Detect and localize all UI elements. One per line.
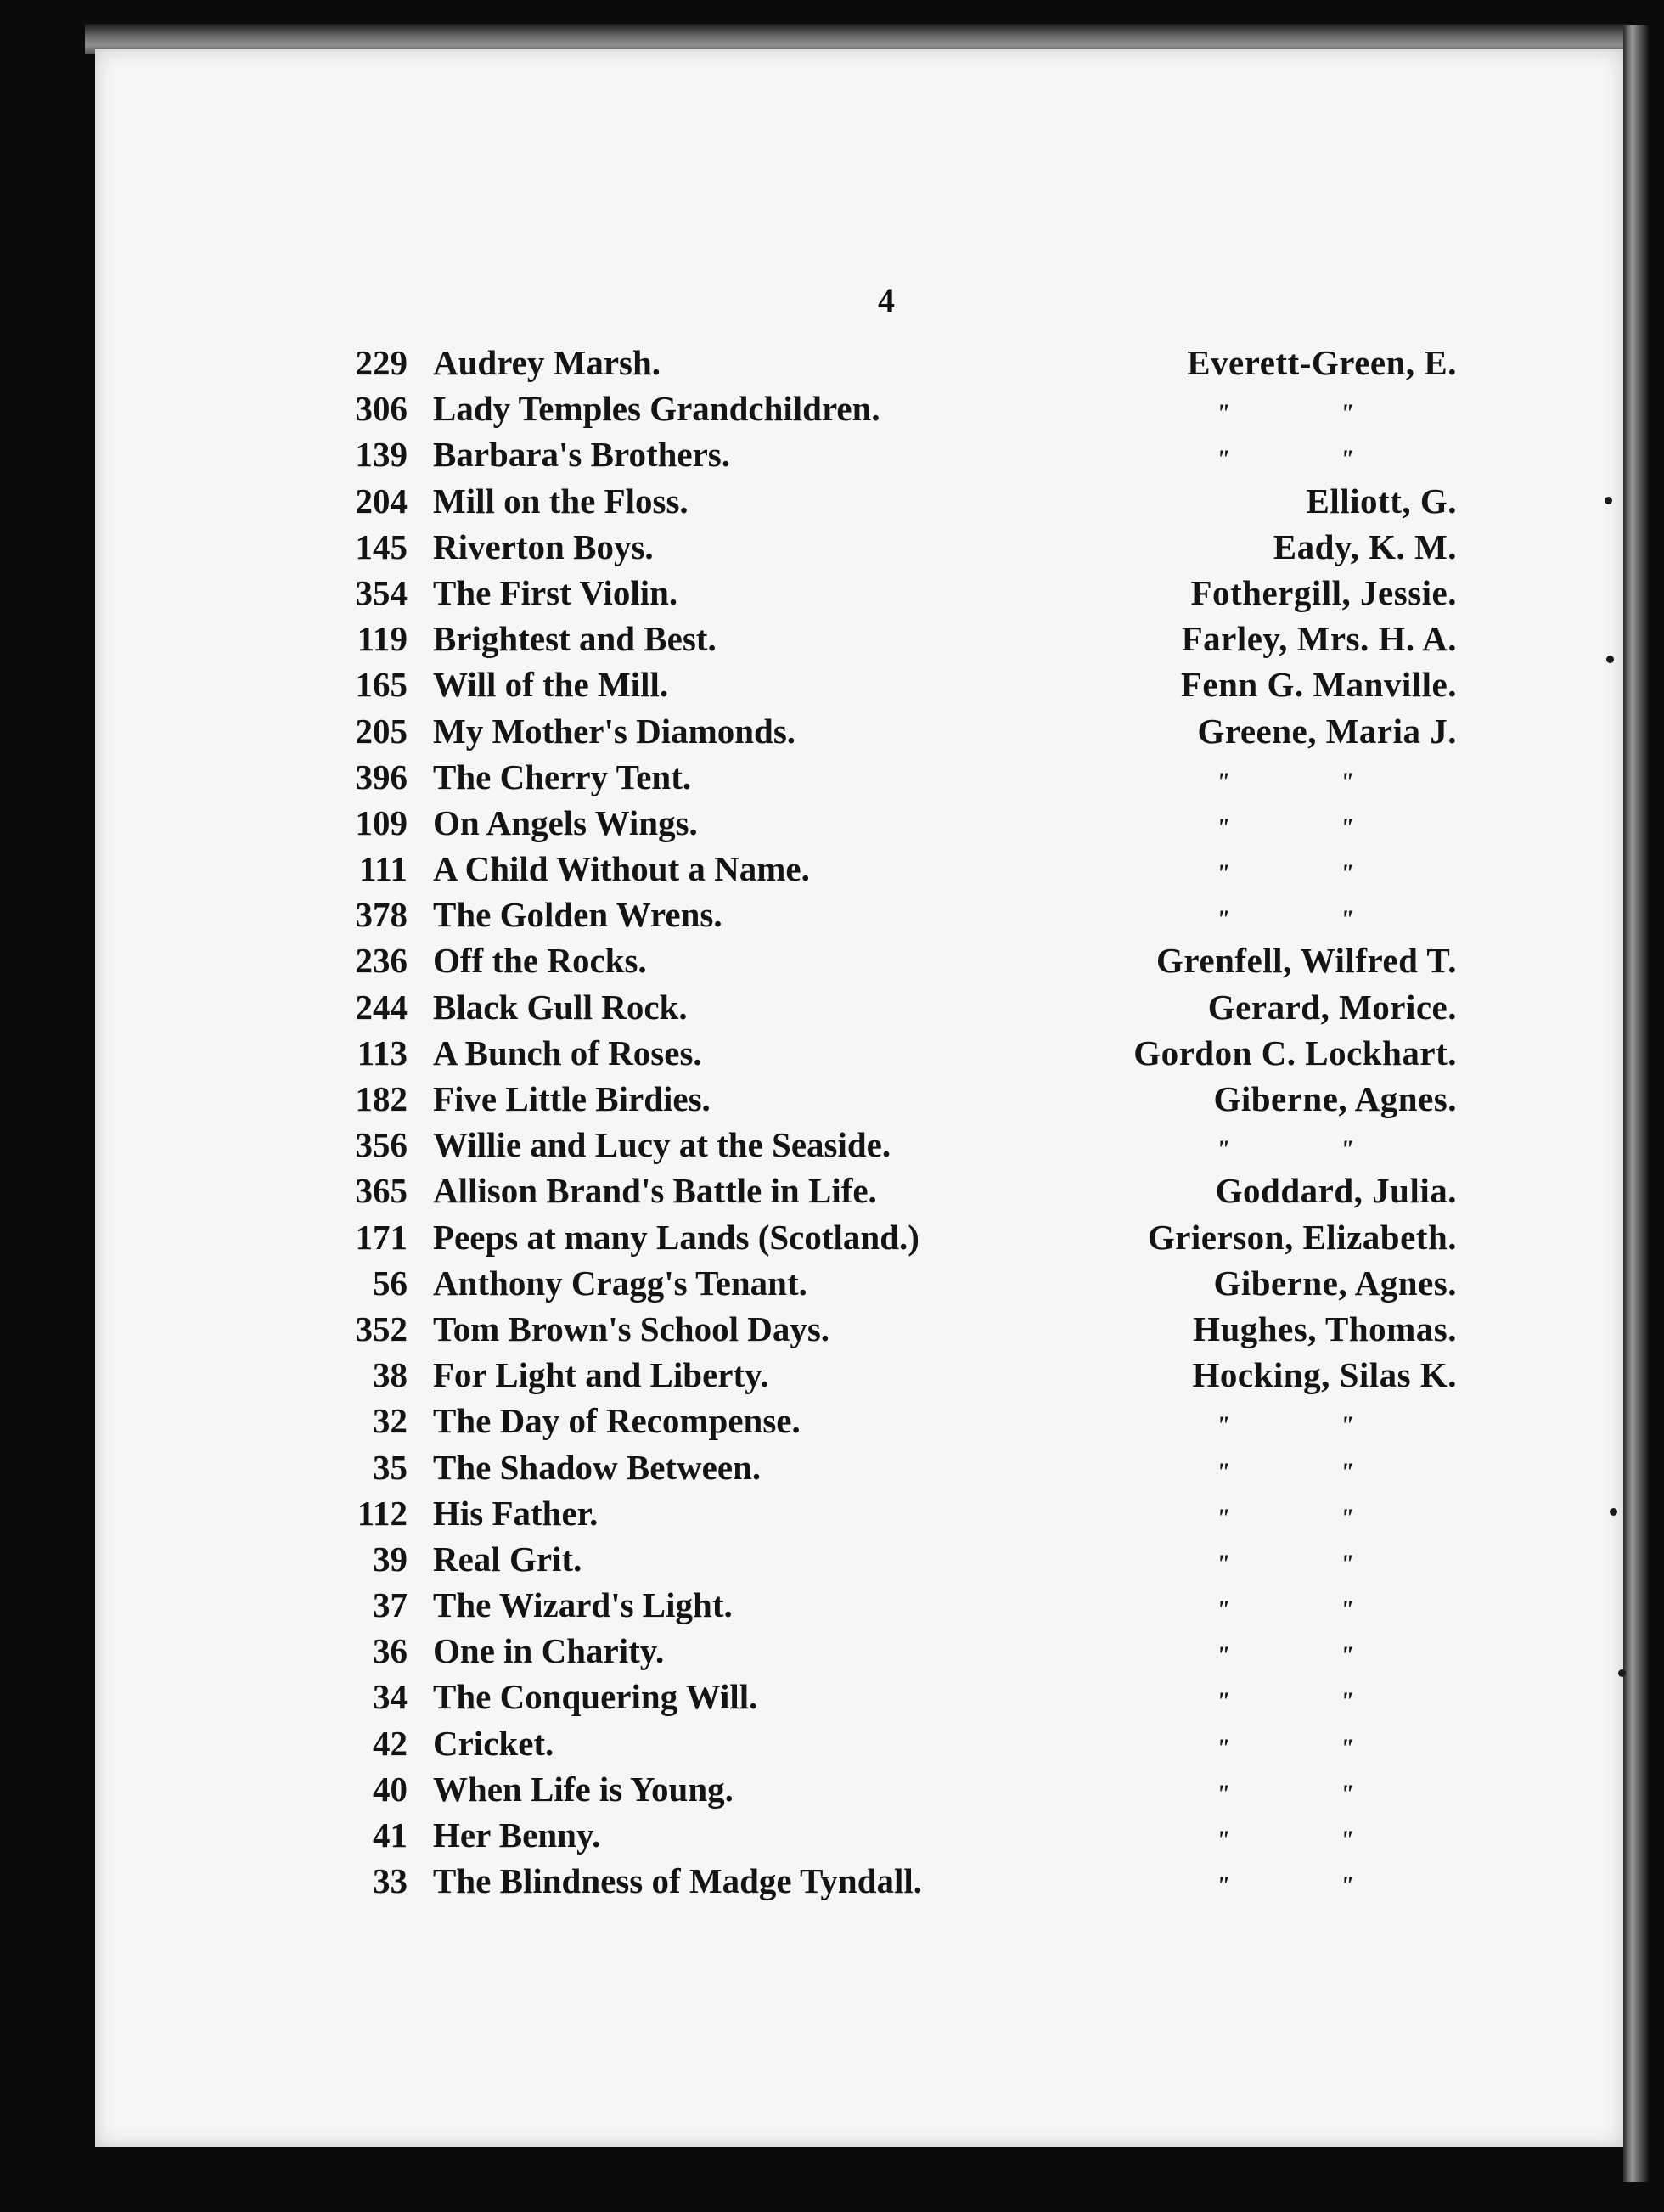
list-item	[0, 1858, 1664, 1904]
book-author: Gerard, Morice.	[1207, 987, 1457, 1027]
catalogue-number: 139	[355, 435, 408, 475]
list-item	[0, 340, 1664, 386]
book-title: A Child Without a Name.	[433, 849, 810, 889]
catalogue-number: 205	[355, 711, 408, 751]
list-item	[0, 1214, 1664, 1260]
list-item	[0, 1766, 1664, 1812]
book-title: The Blindness of Madge Tyndall.	[433, 1861, 923, 1901]
catalogue-number: 41	[373, 1815, 408, 1855]
catalogue-number: 171	[355, 1217, 408, 1257]
book-title: Allison Brand's Battle in Life.	[433, 1171, 877, 1211]
list-item	[0, 616, 1664, 661]
book-title: The Golden Wrens.	[433, 895, 722, 935]
ditto-mark: "	[1216, 1687, 1230, 1716]
book-title: Willie and Lucy at the Seaside.	[433, 1125, 891, 1165]
list-item	[0, 754, 1664, 800]
list-item	[0, 1582, 1664, 1628]
catalogue-number: 33	[373, 1861, 408, 1901]
catalogue-number: 204	[355, 481, 408, 521]
list-item	[0, 524, 1664, 570]
list-item	[0, 1030, 1664, 1076]
catalogue-number: 244	[355, 987, 408, 1027]
book-author: Eady, K. M.	[1273, 526, 1457, 566]
book-title: Brightest and Best.	[433, 619, 717, 659]
catalogue-number: 229	[355, 343, 408, 382]
page-number: 4	[878, 281, 895, 319]
catalogue-number: 37	[373, 1585, 408, 1625]
list-item	[0, 1444, 1664, 1490]
book-author: Grierson, Elizabeth.	[1147, 1217, 1457, 1257]
ditto-mark: "	[1340, 813, 1354, 841]
book-title: Will of the Mill.	[433, 665, 669, 705]
ditto-mark: "	[1216, 1411, 1230, 1440]
book-author: Greene, Maria J.	[1197, 711, 1457, 751]
book-title: Cricket.	[433, 1723, 554, 1763]
book-title: Anthony Cragg's Tenant.	[433, 1263, 807, 1303]
catalogue-number: 356	[355, 1125, 408, 1165]
ditto-mark: "	[1216, 1733, 1230, 1762]
book-title: Lady Temples Grandchildren.	[433, 389, 880, 429]
book-title: Tom Brown's School Days.	[433, 1309, 830, 1348]
book-list	[0, 340, 1664, 1904]
catalogue-number: 40	[373, 1769, 408, 1809]
catalogue-number: 32	[373, 1401, 408, 1441]
catalogue-number: 113	[357, 1033, 408, 1072]
ditto-mark: "	[1216, 1779, 1230, 1808]
ditto-mark: "	[1340, 1503, 1354, 1532]
catalogue-number: 38	[373, 1355, 408, 1395]
book-title: On Angels Wings.	[433, 802, 698, 842]
list-item	[0, 661, 1664, 707]
catalogue-number: 119	[357, 619, 408, 659]
ditto-mark: "	[1340, 1733, 1354, 1762]
book-title: The Shadow Between.	[433, 1447, 762, 1487]
book-title: A Bunch of Roses.	[433, 1033, 702, 1072]
catalogue-number: 35	[373, 1447, 408, 1487]
ditto-mark: "	[1340, 1411, 1354, 1440]
catalogue-number: 145	[355, 526, 408, 566]
book-title: His Father.	[433, 1493, 599, 1533]
list-item	[0, 800, 1664, 846]
catalogue-number: 236	[355, 941, 408, 981]
book-author: Goddard, Julia.	[1215, 1171, 1457, 1211]
book-title: Riverton Boys.	[433, 526, 654, 566]
book-author: Grenfell, Wilfred T.	[1156, 941, 1457, 981]
ditto-mark: "	[1216, 905, 1230, 934]
ditto-mark: "	[1216, 1135, 1230, 1164]
book-title: Mill on the Floss.	[433, 481, 689, 521]
catalogue-number: 109	[355, 802, 408, 842]
book-title: The Wizard's Light.	[433, 1585, 733, 1625]
ditto-mark: "	[1340, 1549, 1354, 1578]
catalogue-number: 36	[373, 1631, 408, 1671]
ditto-mark: "	[1340, 1457, 1354, 1486]
book-title: One in Charity.	[433, 1631, 665, 1671]
book-title: Barbara's Brothers.	[433, 435, 731, 475]
ditto-mark: "	[1216, 445, 1230, 474]
list-item	[0, 1260, 1664, 1306]
ditto-mark: "	[1340, 1826, 1354, 1854]
list-item	[0, 478, 1664, 524]
book-title: Peeps at many Lands (Scotland.)	[433, 1217, 919, 1257]
ditto-mark: "	[1340, 1871, 1354, 1900]
ditto-mark: "	[1340, 445, 1354, 474]
ditto-mark: "	[1216, 1503, 1230, 1532]
catalogue-number: 165	[355, 665, 408, 705]
catalogue-number: 396	[355, 757, 408, 796]
book-title: Audrey Marsh.	[433, 343, 661, 382]
list-item	[0, 1628, 1664, 1674]
catalogue-number: 111	[359, 849, 408, 889]
catalogue-number: 378	[355, 895, 408, 935]
book-title: My Mother's Diamonds.	[433, 711, 796, 751]
list-item	[0, 1398, 1664, 1444]
catalogue-number: 42	[373, 1723, 408, 1763]
ditto-mark: "	[1340, 859, 1354, 888]
book-author: Hocking, Silas K.	[1192, 1355, 1457, 1395]
list-item	[0, 846, 1664, 892]
book-author: Giberne, Agnes.	[1213, 1079, 1457, 1118]
ditto-mark: "	[1216, 1871, 1230, 1900]
book-title: The Cherry Tent.	[433, 757, 692, 796]
book-author: Elliott, G.	[1306, 481, 1457, 521]
list-item	[0, 431, 1664, 477]
list-item	[0, 1076, 1664, 1122]
catalogue-number: 352	[355, 1309, 408, 1348]
ditto-mark: "	[1216, 813, 1230, 841]
list-item	[0, 708, 1664, 754]
book-title: The Conquering Will.	[433, 1677, 758, 1717]
book-author: Giberne, Agnes.	[1213, 1263, 1457, 1303]
ditto-mark: "	[1216, 859, 1230, 888]
book-title: Off the Rocks.	[433, 941, 647, 981]
list-item	[0, 570, 1664, 616]
book-author: Fothergill, Jessie.	[1190, 572, 1457, 612]
ditto-mark: "	[1340, 1687, 1354, 1716]
list-item	[0, 1674, 1664, 1720]
list-item	[0, 1352, 1664, 1398]
book-author: Fenn G. Manville.	[1180, 665, 1457, 705]
ditto-mark: "	[1216, 1457, 1230, 1486]
catalogue-number: 354	[355, 572, 408, 612]
ditto-mark: "	[1340, 905, 1354, 934]
list-item	[0, 1812, 1664, 1858]
ditto-mark: "	[1216, 1641, 1230, 1670]
list-item	[0, 1122, 1664, 1168]
book-title: When Life is Young.	[433, 1769, 734, 1809]
list-item	[0, 1490, 1664, 1536]
ditto-mark: "	[1216, 767, 1230, 796]
book-author: Gordon C. Lockhart.	[1133, 1033, 1457, 1072]
catalogue-number: 56	[373, 1263, 408, 1303]
book-title: Black Gull Rock.	[433, 987, 688, 1027]
catalogue-number: 112	[357, 1493, 408, 1533]
ditto-mark: "	[1340, 1596, 1354, 1624]
catalogue-number: 365	[355, 1171, 408, 1211]
ditto-mark: "	[1340, 1641, 1354, 1670]
list-item	[0, 1536, 1664, 1582]
list-item	[0, 1306, 1664, 1352]
ditto-mark: "	[1340, 1779, 1354, 1808]
book-author: Everett-Green, E.	[1187, 343, 1457, 382]
ditto-mark: "	[1216, 1596, 1230, 1624]
book-title: The First Violin.	[433, 572, 678, 612]
book-title: Five Little Birdies.	[433, 1079, 711, 1118]
catalogue-number: 34	[373, 1677, 408, 1717]
book-author: Farley, Mrs. H. A.	[1181, 619, 1457, 659]
list-item	[0, 1168, 1664, 1213]
catalogue-number: 306	[355, 389, 408, 429]
ditto-mark: "	[1340, 767, 1354, 796]
list-item	[0, 984, 1664, 1030]
list-item	[0, 1720, 1664, 1766]
ditto-mark: "	[1216, 1826, 1230, 1854]
book-title: Her Benny.	[433, 1815, 601, 1855]
ditto-mark: "	[1340, 399, 1354, 428]
book-author: Hughes, Thomas.	[1193, 1309, 1457, 1348]
list-item	[0, 892, 1664, 937]
book-title: For Light and Liberty.	[433, 1355, 769, 1395]
ditto-mark: "	[1216, 399, 1230, 428]
book-title: The Day of Recompense.	[433, 1401, 801, 1441]
book-title: Real Grit.	[433, 1539, 582, 1579]
catalogue-number: 39	[373, 1539, 408, 1579]
list-item	[0, 386, 1664, 431]
ditto-mark: "	[1216, 1549, 1230, 1578]
ditto-mark: "	[1340, 1135, 1354, 1164]
list-item	[0, 937, 1664, 983]
catalogue-number: 182	[355, 1079, 408, 1118]
